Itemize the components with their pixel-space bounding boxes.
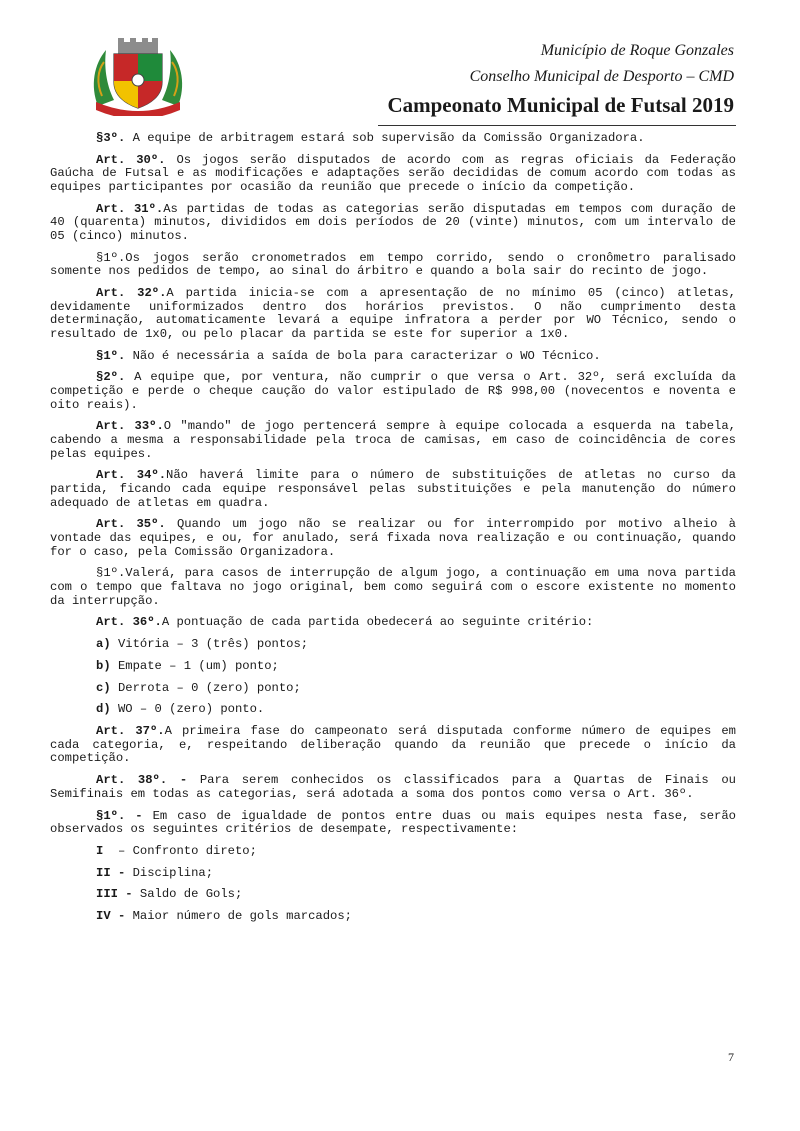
council-name: Conselho Municipal de Desporto – CMD bbox=[469, 68, 734, 85]
list-item: I – Confronto direto; bbox=[96, 843, 257, 858]
list-item: IV - Maior número de gols marcados; bbox=[96, 909, 352, 924]
header-divider bbox=[378, 125, 736, 126]
paragraph: Art. 37º.A primeira fase do campeonato será disputada conforme número de equipes em cada categoria, e, respeitando deliberação quando da reunião que precede o início da competição. bbox=[50, 724, 736, 766]
paragraph: §1º. - Em caso de igualdade de pontos entre duas ou mais equipes nesta fase, serão observados os seguintes critérios de desempate, respectivamente: bbox=[50, 808, 736, 837]
list-item: a) Vitória – 3 (três) pontos; bbox=[96, 637, 309, 652]
municipal-coat-of-arms-icon bbox=[88, 36, 188, 116]
list-item: b) Empate – 1 (um) ponto; bbox=[96, 658, 279, 673]
document-title: Campeonato Municipal de Futsal 2019 bbox=[387, 93, 734, 117]
regulation-body bbox=[50, 132, 736, 932]
paragraph: §1º.Os jogos serão cronometrados em tempo corrido, sendo o cronômetro paralisado somente nos pedidos de tempo, ao sinal do árbitro e quando a bola sair do recinto de jogo. bbox=[50, 250, 736, 279]
paragraph: §1º.Valerá, para casos de interrupção de algum jogo, a continuação em uma nova partida com o tempo que faltava no jogo original, bem como seguirá com o escore existente no momento da interrupção. bbox=[50, 566, 736, 608]
paragraph: Art. 32º.A partida inicia-se com a apresentação de no mínimo 05 (cinco) atletas, devidamente uniformizados dentro dos horários previstos. O não cumprimento desta determinação, automaticamente levará a equipe infratora a perder por WO Técnico, sendo o resultado de 1x0, ou pelo placar da partida se este for superior a 1x0. bbox=[50, 286, 736, 341]
paragraph: Art. 33º.O "mando" de jogo pertencerá sempre à equipe colocada a esquerda na tabela, cabendo a mesma a responsabilidade pela troca de camisas, em caso de coincidência de cores pelas equipes. bbox=[50, 419, 736, 461]
paragraph: §2º. A equipe que, por ventura, não cumprir o que versa o Art. 32º, será excluída da competição e perde o cheque caução do valor estipulado de R$ 998,00 (novecentos e noventa e oito reais). bbox=[50, 370, 736, 412]
page-header bbox=[0, 0, 800, 130]
paragraph: Art. 36º.A pontuação de cada partida obedecerá ao seguinte critério: bbox=[96, 615, 594, 630]
paragraph: Art. 38º. - Para serem conhecidos os classificados para a Quartas de Finais ou Semifinais em todas as categorias, será adotada a soma dos pontos como versa o Art. 36º. bbox=[50, 773, 736, 801]
list-item: d) WO – 0 (zero) ponto. bbox=[96, 702, 265, 717]
page-number: 7 bbox=[728, 1050, 734, 1064]
paragraph: Art. 31º.As partidas de todas as categorias serão disputadas em tempos com duração de 40 (quarenta) minutos, divididos em dois períodos de 20 (vinte) minutos, com um intervalo de 05 (cinco) minutos. bbox=[50, 201, 736, 243]
paragraph: §1º. Não é necessária a saída de bola para caracterizar o WO Técnico. bbox=[96, 348, 601, 363]
list-item: III - Saldo de Gols; bbox=[96, 887, 243, 902]
paragraph: Art. 34º.Não haverá limite para o número de substituições de atletas no curso da partida, ficando cada equipe responsável pelas substituições e pela manutenção do número adequado de atletas em quadra. bbox=[50, 468, 736, 510]
list-item: c) Derrota – 0 (zero) ponto; bbox=[96, 680, 301, 695]
paragraph: Art. 35º. Quando um jogo não se realizar ou for interrompido por motivo alheio à vontade das equipes, e ou, for anulado, será fixada nova realização e ou continuação, quando for o caso, pela Comissão Organizadora. bbox=[50, 517, 736, 559]
list-item: II - Disciplina; bbox=[96, 865, 214, 880]
paragraph: §3º. A equipe de arbitragem estará sob supervisão da Comissão Organizadora. bbox=[96, 131, 645, 145]
paragraph: Art. 30º. Os jogos serão disputados de acordo com as regras oficiais da Federação Gaúcha de Futsal e as modificações e adaptações serão decididas de comum acordo com todas as equipes participantes por ocasião da reunião que precede o início da competição. bbox=[50, 152, 736, 194]
municipality-name: Município de Roque Gonzales bbox=[540, 42, 734, 59]
